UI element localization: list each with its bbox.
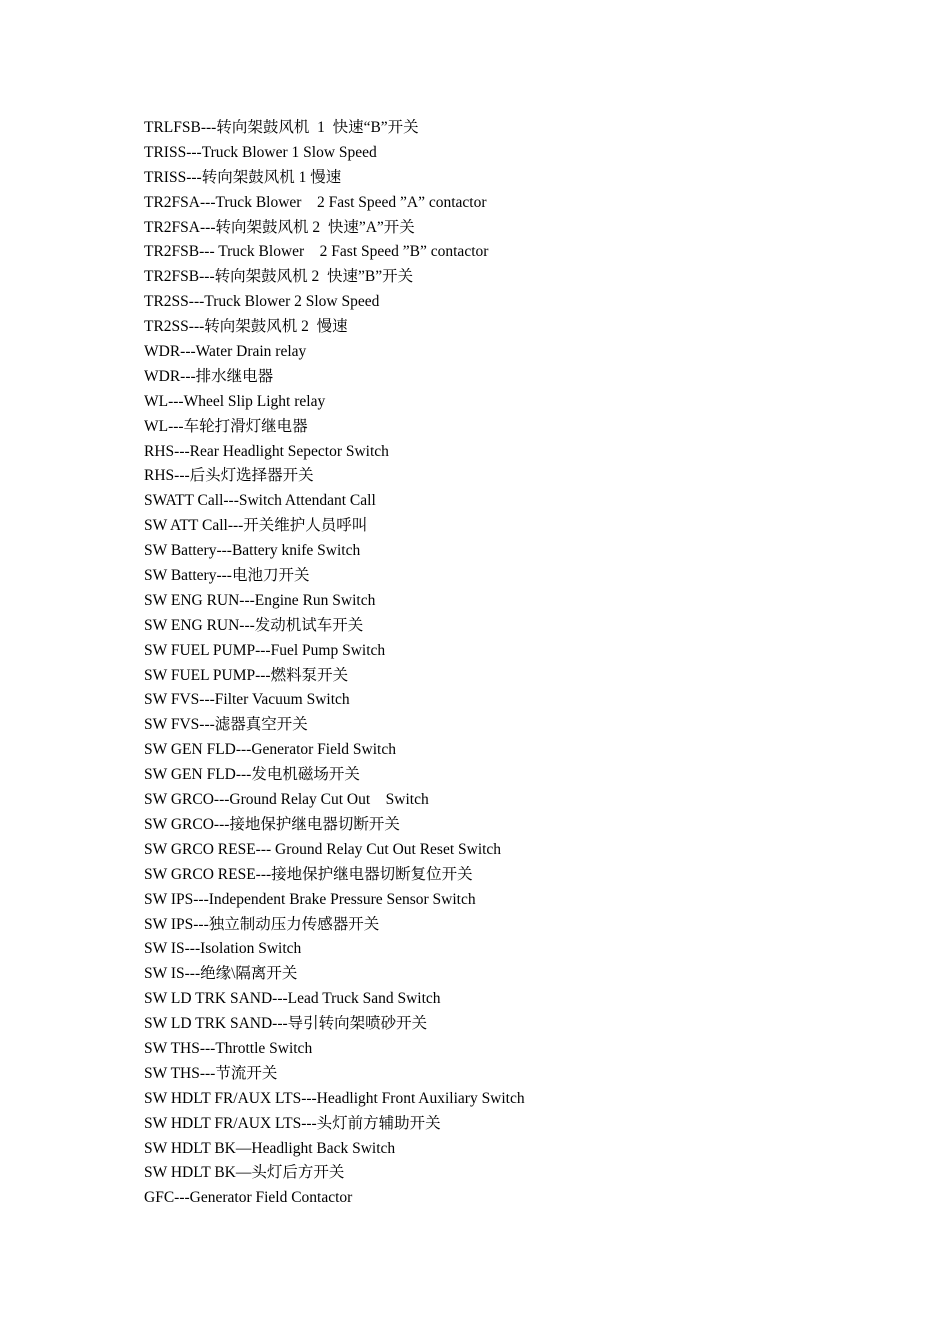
glossary-line: SW FUEL PUMP---Fuel Pump Switch [144, 641, 386, 659]
glossary-line: TR2FSB---转向架鼓风机 2 快速”B”开关 [144, 268, 414, 286]
glossary-line: TR2FSA---Truck Blower 2 Fast Speed ”A” contactor [144, 193, 487, 211]
glossary-line: TRISS---转向架鼓风机 1 慢速 [144, 168, 342, 186]
glossary-line: SW IPS---Independent Brake Pressure Sensor Switch [144, 890, 476, 908]
glossary-line: SW FUEL PUMP---燃料泵开关 [144, 666, 349, 684]
glossary-line: SW FVS---Filter Vacuum Switch [144, 691, 350, 709]
glossary-line: SW THS---Throttle Switch [144, 1039, 313, 1057]
glossary-line: TR2SS---Truck Blower 2 Slow Speed [144, 293, 380, 311]
glossary-line: SWATT Call---Switch Attendant Call [144, 492, 376, 510]
glossary-line: RHS---Rear Headlight Sepector Switch [144, 442, 389, 460]
glossary-line: SW IPS---独立制动压力传感器开关 [144, 915, 380, 933]
glossary-line: SW THS---节流开关 [144, 1064, 278, 1082]
glossary-line: WDR---Water Drain relay [144, 343, 307, 361]
glossary-line: SW GEN FLD---Generator Field Switch [144, 741, 396, 759]
glossary-line: TR2FSA---转向架鼓风机 2 快速”A”开关 [144, 218, 415, 236]
glossary-line: SW Battery---电池刀开关 [144, 567, 310, 585]
glossary-line: SW HDLT BK—头灯后方开关 [144, 1164, 345, 1182]
glossary-line: WDR---排水继电器 [144, 367, 274, 385]
glossary-line: SW IS---Isolation Switch [144, 940, 302, 958]
glossary-line: SW HDLT BK—Headlight Back Switch [144, 1139, 396, 1157]
glossary-line: SW GRCO RESE--- Ground Relay Cut Out Reset Switch [144, 840, 502, 858]
glossary-line: SW FVS---滤器真空开关 [144, 716, 308, 734]
glossary-line: SW HDLT FR/AUX LTS---Headlight Front Auxiliary Switch [144, 1089, 525, 1107]
glossary-line: TRISS---Truck Blower 1 Slow Speed [144, 143, 377, 161]
glossary-line: GFC---Generator Field Contactor [144, 1189, 353, 1207]
glossary-line: SW GEN FLD---发电机磁场开关 [144, 766, 360, 784]
glossary-line: SW ATT Call---开关维护人员呼叫 [144, 517, 368, 535]
glossary-line: SW GRCO---接地保护继电器切断开关 [144, 815, 400, 833]
glossary-line: TRLFSB---转向架鼓风机 1 快速“B”开关 [144, 119, 419, 136]
glossary-line: SW IS---绝缘\隔离开关 [144, 965, 298, 983]
glossary-line: WL---车轮打滑灯继电器 [144, 417, 308, 435]
glossary-line: SW GRCO---Ground Relay Cut Out Switch [144, 791, 429, 809]
glossary-line: WL---Wheel Slip Light relay [144, 392, 326, 410]
glossary-line: SW GRCO RESE---接地保护继电器切断复位开关 [144, 865, 473, 883]
glossary-line: SW LD TRK SAND---Lead Truck Sand Switch [144, 990, 441, 1008]
glossary-line: TR2FSB--- Truck Blower 2 Fast Speed ”B” contactor [144, 243, 489, 261]
glossary-list [144, 116, 525, 1211]
glossary-line: SW Battery---Battery knife Switch [144, 542, 361, 560]
glossary-line: RHS---后头灯选择器开关 [144, 467, 314, 485]
glossary-line: SW LD TRK SAND---导引转向架喷砂开关 [144, 1015, 428, 1033]
glossary-line: SW HDLT FR/AUX LTS---头灯前方辅助开关 [144, 1114, 441, 1132]
glossary-line: SW ENG RUN---发动机试车开关 [144, 616, 364, 634]
glossary-line: SW ENG RUN---Engine Run Switch [144, 591, 376, 609]
glossary-line: TR2SS---转向架鼓风机 2 慢速 [144, 318, 348, 336]
